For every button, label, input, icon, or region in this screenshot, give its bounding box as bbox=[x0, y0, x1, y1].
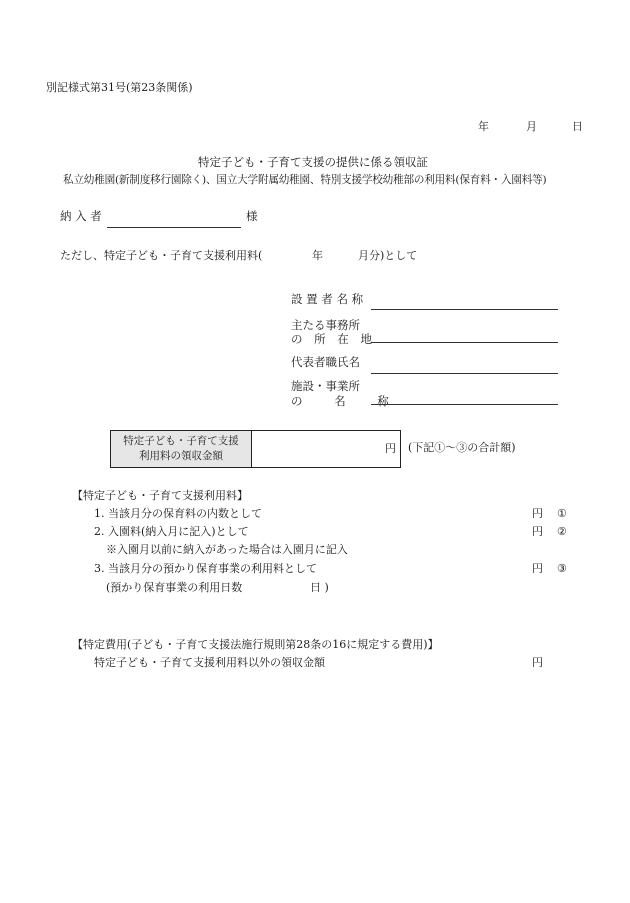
receipt-amount-box bbox=[110, 430, 401, 468]
facility-label-line2: の 名 称 bbox=[291, 394, 403, 408]
section1-item-1-yen: 円 bbox=[532, 507, 543, 520]
receipt-amount-label bbox=[111, 431, 252, 467]
section1-item-3: 3. 当該月分の預かり保育事業の利用料として bbox=[94, 562, 317, 575]
section2-heading: 【特定費用(子ども・子育て支援法施行規則第28条の16に規定する費用)】 bbox=[72, 638, 439, 651]
date-year-label: 年 bbox=[478, 120, 489, 133]
section1-item-3-mark: ③ bbox=[557, 562, 567, 575]
proviso-year: 年 bbox=[312, 249, 323, 262]
office-address-line[interactable] bbox=[371, 342, 558, 343]
admission-note: ※入園月以前に納入があった場合は入園月に記入 bbox=[106, 543, 348, 556]
proviso-prefix: ただし、特定子ども・子育て支援利用料( bbox=[60, 249, 263, 262]
receipt-amount-field[interactable] bbox=[252, 431, 400, 467]
section2-yen: 円 bbox=[532, 656, 543, 669]
facility-label-line1: 施設・事業所 bbox=[291, 379, 360, 393]
receipt-amount-label-line1: 特定子ども・子育て支援 bbox=[123, 434, 239, 447]
office-label-line2: の 所 在 地 bbox=[291, 332, 376, 346]
receipt-amount-label-line2: 利用料の領収金額 bbox=[139, 450, 223, 462]
document-title: 特定子ども・子育て支援の提供に係る領収証 bbox=[198, 155, 428, 169]
issuer-name-line[interactable] bbox=[371, 309, 558, 310]
section2-line: 特定子ども・子育て支援利用料以外の領収金額 bbox=[94, 656, 325, 669]
section1-item-1-mark: ① bbox=[557, 507, 567, 520]
office-label-line1: 主たる事務所 bbox=[291, 318, 360, 332]
section1-item-2-mark: ② bbox=[557, 525, 567, 538]
payer-suffix: 様 bbox=[246, 209, 258, 223]
payer-label: 納 入 者 bbox=[60, 209, 102, 223]
section1-item-2: 2. 入園料(納入月に記入)として bbox=[94, 525, 249, 538]
representative-label: 代表者職氏名 bbox=[291, 355, 360, 369]
document-subtitle: 私立幼稚園(新制度移行園除く)、国立大学附属幼稚園、特別支援学校幼稚部の利用料(保育料・入園料等) bbox=[63, 174, 547, 186]
date-day-label: 日 bbox=[572, 120, 583, 133]
payer-name-line[interactable] bbox=[107, 227, 241, 228]
section1-item-1: 1. 当該月分の保育料の内数として bbox=[94, 507, 262, 520]
proviso-month-suffix: 月分)として bbox=[358, 249, 418, 262]
issuer-name-label: 設 置 者 名 称 bbox=[291, 292, 364, 306]
date-month-label: 月 bbox=[526, 120, 537, 133]
section1-item-2-yen: 円 bbox=[532, 525, 543, 538]
days-prefix: (預かり保育事業の利用日数 bbox=[106, 581, 243, 594]
receipt-amount-yen: 円 bbox=[385, 442, 396, 455]
representative-line[interactable] bbox=[371, 373, 558, 374]
days-suffix: 日 ) bbox=[310, 581, 329, 594]
section1-heading: 【特定子ども・子育て支援利用料】 bbox=[72, 489, 248, 502]
facility-name-line[interactable] bbox=[371, 404, 558, 405]
form-reference: 別記様式第31号(第23条関係) bbox=[46, 81, 193, 94]
section1-item-3-yen: 円 bbox=[532, 562, 543, 575]
receipt-amount-note: (下記①～③の合計額) bbox=[408, 441, 516, 454]
